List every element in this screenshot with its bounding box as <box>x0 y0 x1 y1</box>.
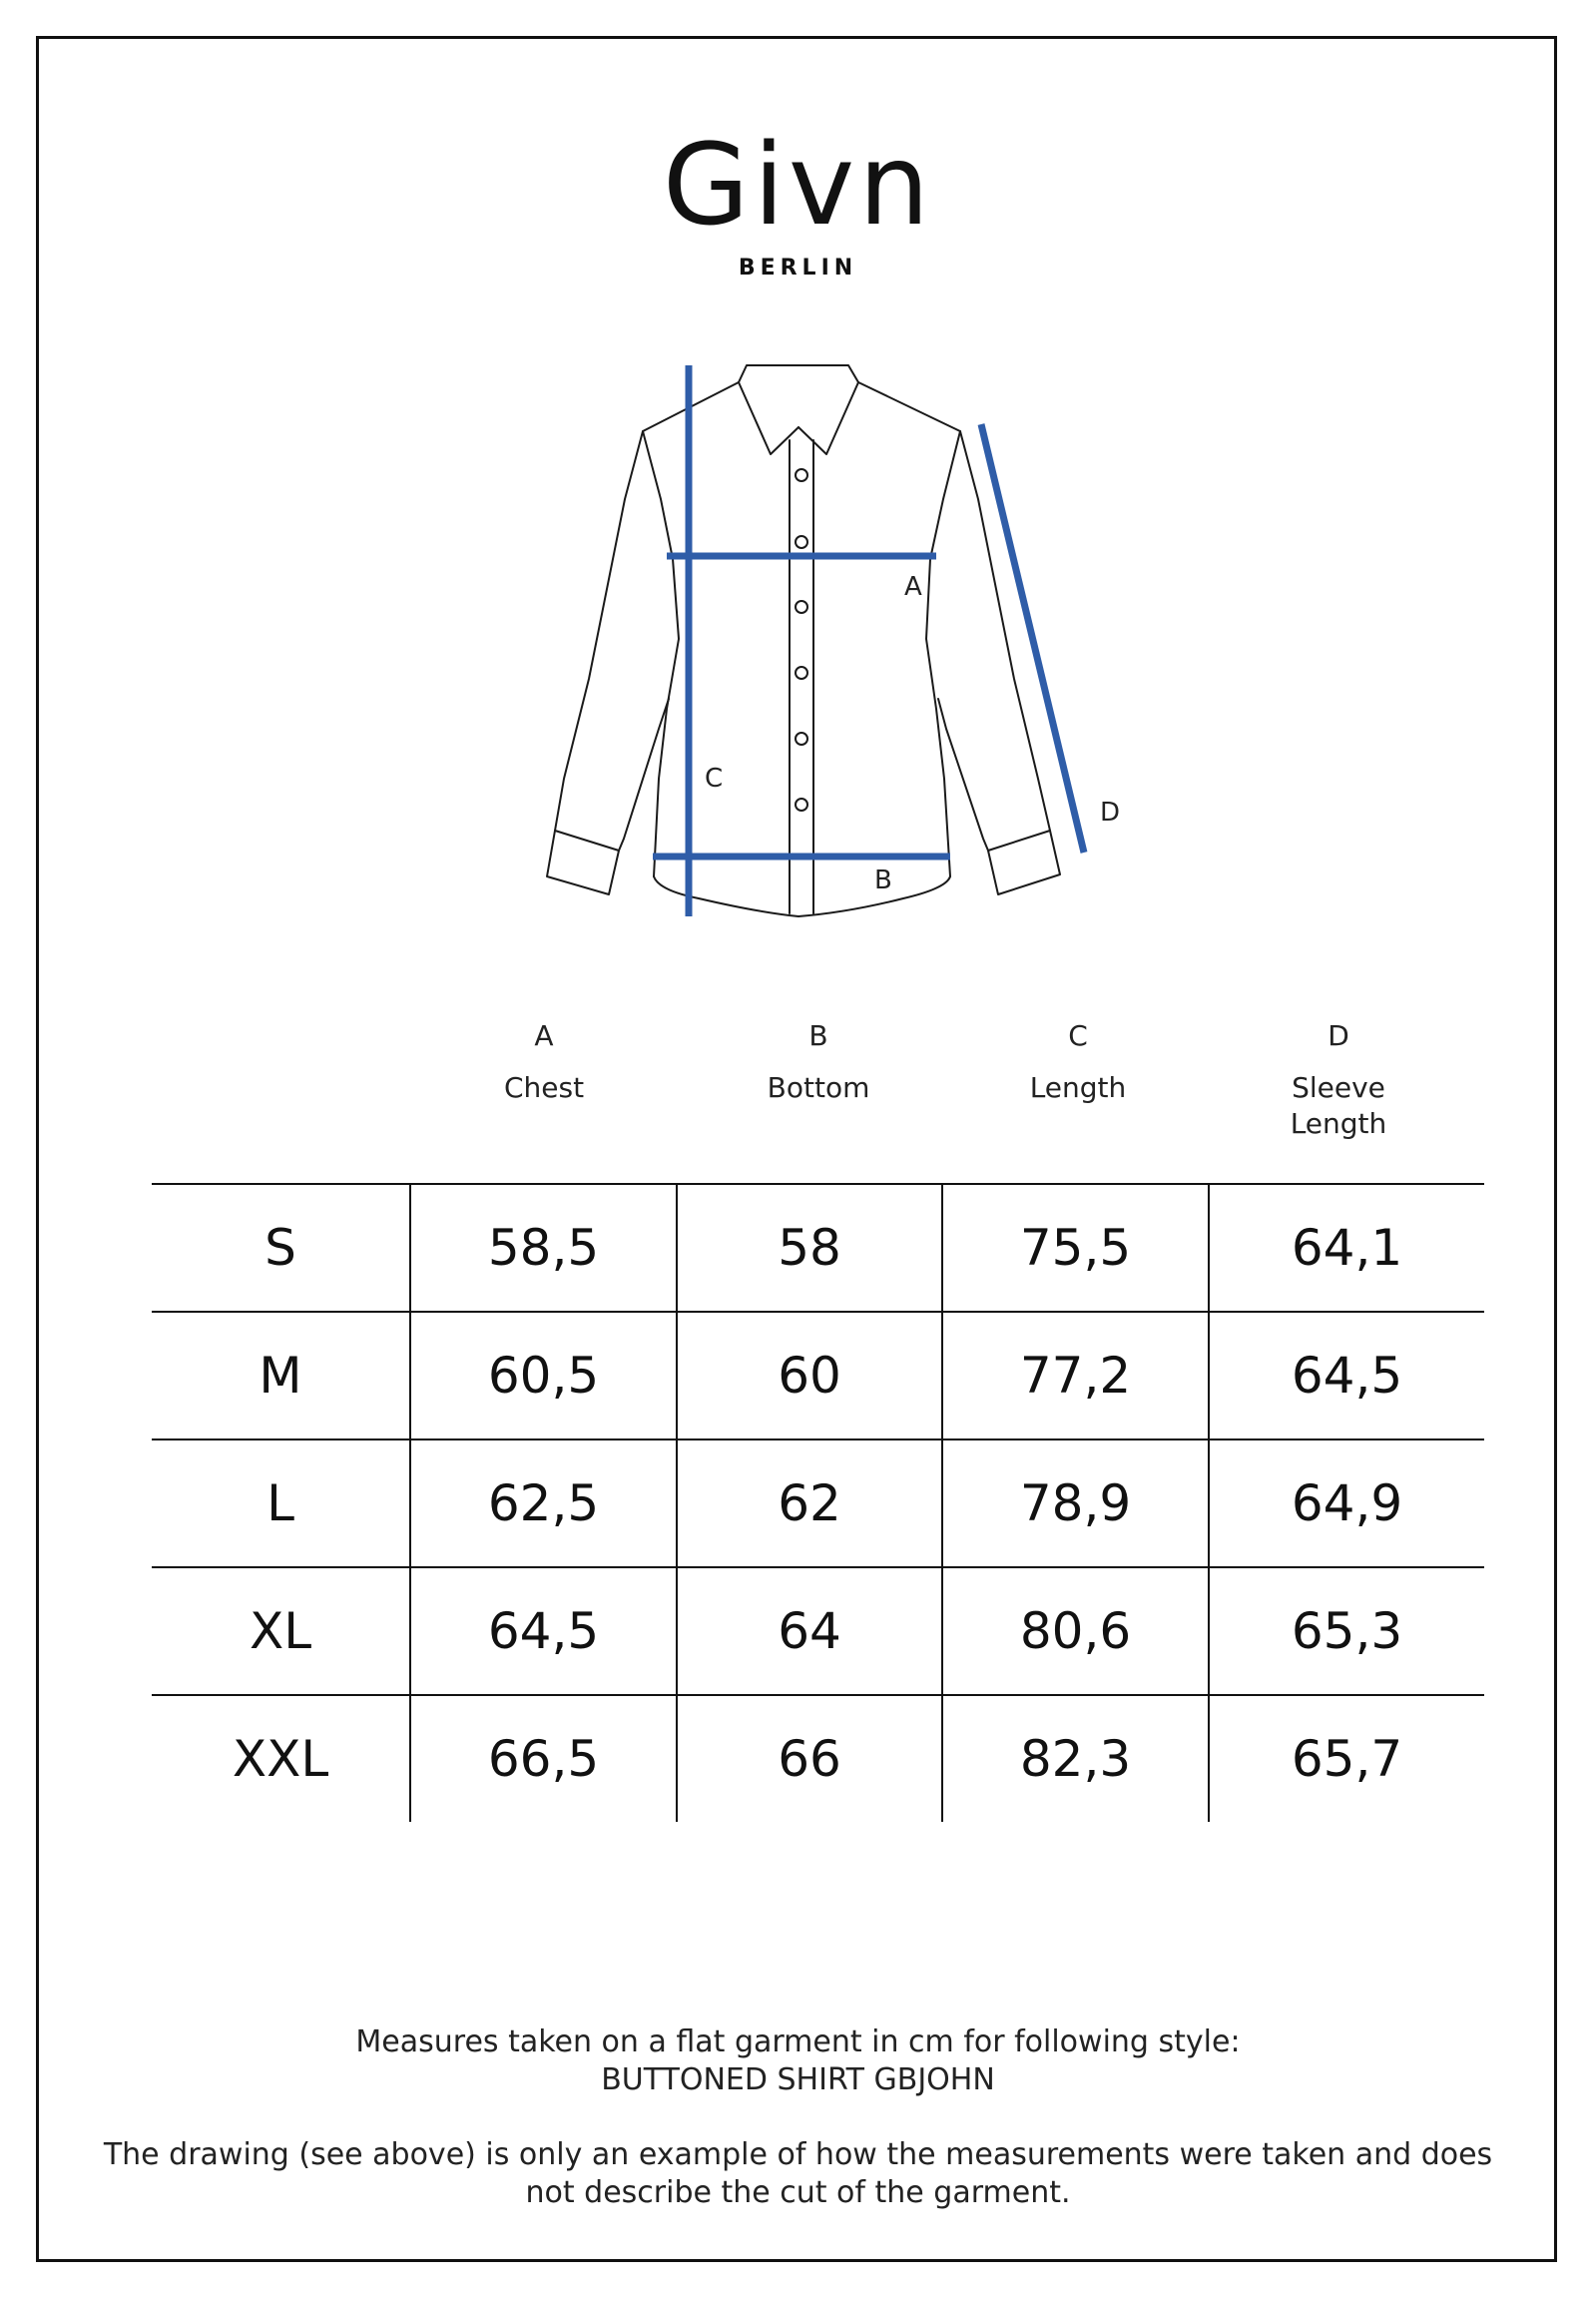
cell-sleeve-length: 64,1 <box>1209 1184 1484 1312</box>
cell-length: 77,2 <box>942 1312 1209 1439</box>
label-b: B <box>874 865 892 895</box>
cell-bottom: 58 <box>677 1184 942 1312</box>
column-label: Sleeve Length <box>1290 1071 1387 1140</box>
table-row <box>152 1567 1484 1695</box>
cell-chest: 62,5 <box>410 1439 677 1567</box>
size-label: S <box>152 1184 410 1312</box>
cell-sleeve-length: 64,9 <box>1209 1439 1484 1567</box>
table-row <box>152 1184 1484 1312</box>
brand-city: BERLIN <box>738 256 858 281</box>
size-label: XXL <box>152 1695 410 1822</box>
size-table <box>152 1183 1484 1822</box>
column-label: Bottom <box>767 1071 870 1104</box>
column-letter: B <box>808 1019 828 1052</box>
column-label: Chest <box>503 1071 585 1104</box>
cell-length: 80,6 <box>942 1567 1209 1695</box>
cell-sleeve-length: 65,7 <box>1209 1695 1484 1822</box>
shirt-diagram <box>0 0 1596 958</box>
table-row <box>152 1695 1484 1822</box>
shirt-buttons <box>796 469 807 811</box>
column-header-sleeve-length <box>1209 1018 1468 1142</box>
disclaimer-line: not describe the cut of the garment. <box>525 2175 1071 2210</box>
column-label: Length <box>1029 1071 1127 1104</box>
measure-note-line: Measures taken on a flat garment in cm for following style: <box>355 2024 1241 2059</box>
cell-bottom: 64 <box>677 1567 942 1695</box>
disclaimer-line: The drawing (see above) is only an example of how the measurements were taken and does <box>103 2137 1493 2172</box>
cell-length: 78,9 <box>942 1439 1209 1567</box>
cell-length: 75,5 <box>942 1184 1209 1312</box>
cell-chest: 60,5 <box>410 1312 677 1439</box>
measure-line-sleeve <box>981 424 1084 853</box>
cell-chest: 64,5 <box>410 1567 677 1695</box>
table-row <box>152 1312 1484 1439</box>
column-header-bottom <box>689 1018 948 1106</box>
column-letter: C <box>1068 1019 1088 1052</box>
column-letter: D <box>1328 1019 1349 1052</box>
measure-note <box>60 2023 1536 2099</box>
size-label: XL <box>152 1567 410 1695</box>
measurement-lines <box>653 365 1084 916</box>
cell-bottom: 60 <box>677 1312 942 1439</box>
cell-sleeve-length: 65,3 <box>1209 1567 1484 1695</box>
cell-chest: 66,5 <box>410 1695 677 1822</box>
label-a: A <box>904 572 922 602</box>
cell-bottom: 66 <box>677 1695 942 1822</box>
label-c: C <box>705 764 724 794</box>
column-letter: A <box>534 1019 554 1052</box>
cell-bottom: 62 <box>677 1439 942 1567</box>
drawing-disclaimer <box>60 2136 1536 2212</box>
column-header-chest <box>414 1018 674 1106</box>
shirt-outline <box>547 365 1060 916</box>
size-label: L <box>152 1439 410 1567</box>
cell-chest: 58,5 <box>410 1184 677 1312</box>
column-header-length <box>948 1018 1208 1106</box>
size-label: M <box>152 1312 410 1439</box>
label-d: D <box>1100 798 1121 828</box>
style-name: BUTTONED SHIRT GBJOHN <box>601 2062 995 2097</box>
cell-length: 82,3 <box>942 1695 1209 1822</box>
cell-sleeve-length: 64,5 <box>1209 1312 1484 1439</box>
brand-name: Givn <box>662 121 934 251</box>
table-row <box>152 1439 1484 1567</box>
